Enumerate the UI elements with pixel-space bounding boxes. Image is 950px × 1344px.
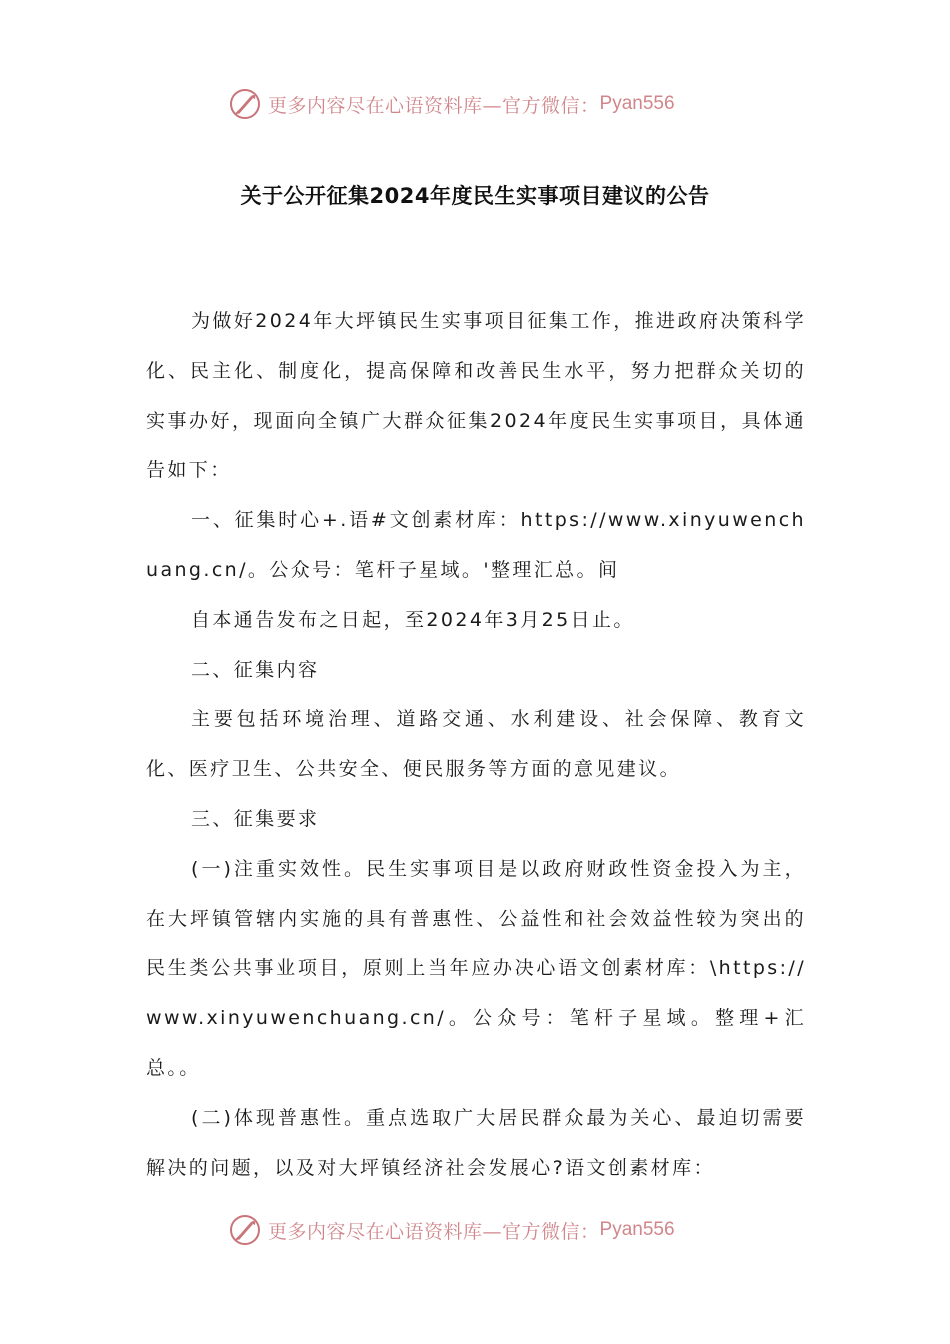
paragraph-content: 主要包括环境治理、道路交通、水利建设、社会保障、教育文化、医疗卫生、公共安全、便民服务等方面的意见建议。	[146, 708, 806, 781]
paragraph-time-range: 自本通告发布之日起，至2024年3月25日止。	[191, 608, 635, 631]
heading-section-2: 二、征集内容	[191, 658, 320, 681]
watermark-wechat-id: Pyan556	[599, 1219, 675, 1240]
header-watermark	[0, 84, 950, 124]
quill-logo-icon	[228, 1213, 262, 1247]
quill-logo-icon	[228, 87, 262, 121]
document-body	[146, 297, 806, 1193]
watermark-wechat-id: Pyan556	[599, 93, 675, 114]
heading-section-3: 三、征集要求	[191, 807, 320, 830]
paragraph-requirement-2: (二)体现普惠性。重点选取广大居民群众最为关心、最迫切需要解决的问题，以及对大坪镇经济社会发展心?语文创素材库：	[146, 1106, 806, 1179]
watermark-text: 更多内容尽在心语资料库—官方微信：	[268, 1220, 600, 1243]
paragraph-intro: 为做好2024年大坪镇民生实事项目征集工作，推进政府决策科学化、民主化、制度化，提高保障和改善民生水平，努力把群众关切的实事办好，现面向全镇广大群众征集2024年度民生实事项目，具体通告如下：	[146, 310, 806, 482]
watermark-text: 更多内容尽在心语资料库—官方微信：	[268, 94, 600, 117]
paragraph-section-1: 一、征集时心+.语#文创素材库：https://www.xinyuwenchuang.cn/。公众号：笔杆子星域。'整理汇总。间	[146, 509, 806, 581]
paragraph-requirement-1: (一)注重实效性。民生实事项目是以政府财政性资金投入为主，在大坪镇管辖内实施的具有普惠性、公益性和社会效益性较为突出的民生类公共事业项目，原则上当年应办决心语文创素材库：\https://www.xinyuwenchuang.cn/。公众号：笔杆子星域。整理+汇总。。	[146, 857, 806, 1079]
document-title: 关于公开征集2024年度民生实事项目建议的公告	[240, 184, 710, 208]
footer-watermark	[0, 1210, 950, 1250]
